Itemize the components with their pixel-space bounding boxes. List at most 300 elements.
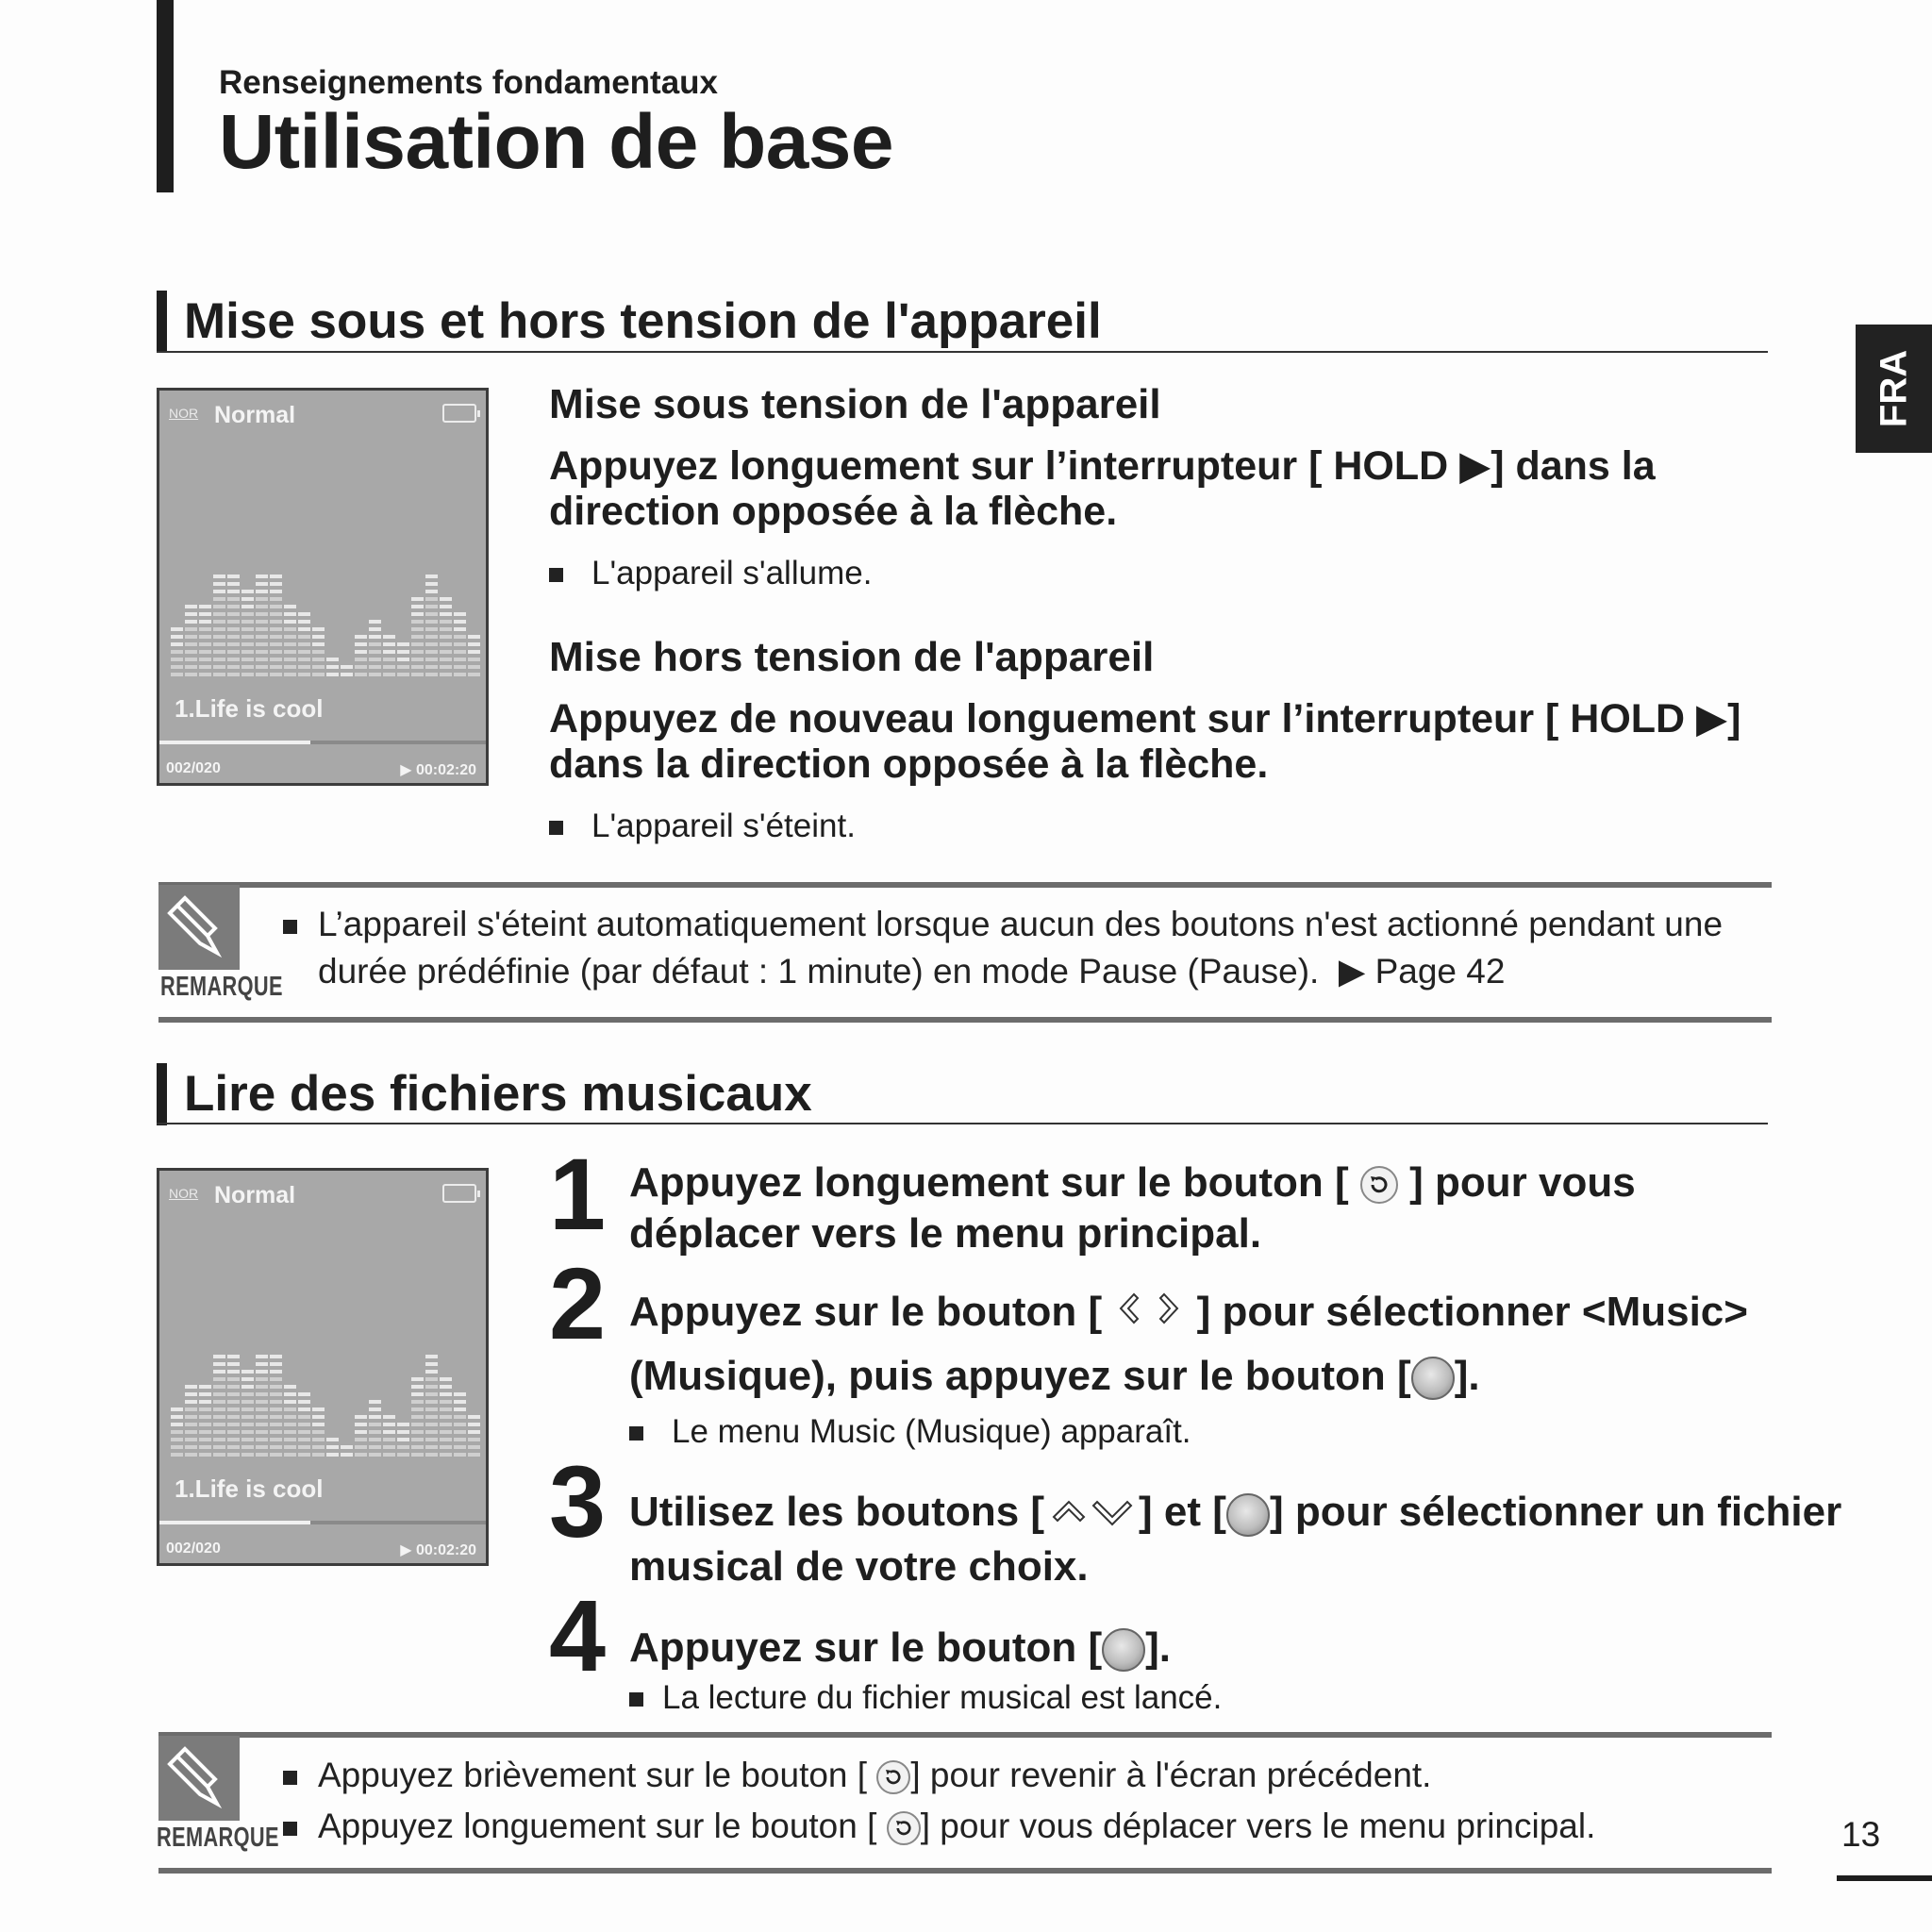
- equalizer-segment: [454, 612, 466, 616]
- pencil-note-icon: [158, 1736, 240, 1821]
- equalizer-segment: [468, 642, 480, 646]
- equalizer-segment: [227, 1445, 240, 1449]
- equalizer-segment: [440, 612, 452, 616]
- equalizer-segment: [298, 673, 310, 676]
- equalizer-segment: [383, 1453, 395, 1457]
- equalizer-segment: [171, 1415, 183, 1419]
- equalizer-segment: [425, 1355, 438, 1358]
- equalizer-segment: [199, 1423, 211, 1426]
- equalizer-segment: [454, 1445, 466, 1449]
- equalizer-segment: [397, 1423, 409, 1426]
- equalizer-segment: [341, 1453, 353, 1457]
- equalizer-segment: [227, 612, 240, 616]
- equalizer-segment: [425, 1438, 438, 1441]
- equalizer-segment: [213, 658, 225, 661]
- equalizer-segment: [256, 1445, 268, 1449]
- equalizer-segment: [242, 1400, 254, 1404]
- ok-button-icon: [1226, 1493, 1270, 1537]
- equalizer-segment: [270, 1445, 282, 1449]
- equalizer-segment: [242, 665, 254, 669]
- step-number: 3: [549, 1444, 607, 1558]
- equalizer-segment: [213, 605, 225, 608]
- equalizer-segment: [185, 620, 197, 624]
- equalizer-segment: [440, 1400, 452, 1404]
- equalizer-segment: [468, 1445, 480, 1449]
- step-2-line-2: (Musique), puis appuyez sur le bouton [ ].: [629, 1353, 1480, 1399]
- equalizer-segment: [425, 612, 438, 616]
- step-number: 2: [549, 1246, 607, 1360]
- equalizer-segment: [411, 612, 424, 616]
- equalizer-segment: [355, 1445, 367, 1449]
- equalizer-segment: [256, 658, 268, 661]
- pencil-note-icon: [158, 885, 240, 970]
- equalizer-segment: [298, 635, 310, 639]
- equalizer-segment: [298, 665, 310, 669]
- equalizer-segment: [284, 1423, 296, 1426]
- equalizer-segment: [242, 635, 254, 639]
- equalizer-segment: [369, 1445, 381, 1449]
- device-screen-image: [157, 1168, 489, 1566]
- equalizer-segment: [454, 1423, 466, 1426]
- equalizer-segment: [468, 1415, 480, 1419]
- equalizer-segment: [213, 597, 225, 601]
- bullet-icon: [629, 1692, 643, 1707]
- equalizer-segment: [440, 1430, 452, 1434]
- equalizer-segment: [185, 635, 197, 639]
- step-2-result: Le menu Music (Musique) apparaît.: [629, 1413, 1191, 1451]
- equalizer-segment: [213, 1385, 225, 1389]
- equalizer-segment: [256, 1438, 268, 1441]
- equalizer-segment: [284, 1415, 296, 1419]
- equalizer-segment: [213, 1377, 225, 1381]
- equalizer-segment: [284, 1453, 296, 1457]
- equalizer-segment: [185, 1423, 197, 1426]
- equalizer-segment: [326, 673, 339, 676]
- language-tab: [1856, 325, 1932, 453]
- equalizer-segment: [312, 642, 325, 646]
- equalizer-segment: [270, 1430, 282, 1434]
- section-divider: [157, 351, 1768, 353]
- mode-label: Normal: [214, 402, 296, 428]
- equalizer-segment: [468, 650, 480, 654]
- equalizer-segment: [298, 627, 310, 631]
- equalizer-segment: [440, 1377, 452, 1381]
- equalizer-segment: [256, 1407, 268, 1411]
- equalizer-segment: [425, 665, 438, 669]
- equalizer-segment: [355, 1453, 367, 1457]
- note-text-line-1: Appuyez brièvement sur le bouton [ ] pour revenir à l'écran précédent.: [283, 1752, 1431, 1799]
- step-3-line-2: musical de votre choix.: [629, 1543, 1089, 1590]
- equalizer-segment: [199, 1445, 211, 1449]
- equalizer-segment: [185, 1438, 197, 1441]
- equalizer-segment: [411, 1407, 424, 1411]
- equalizer-segment: [369, 1400, 381, 1404]
- page-number: 13: [1841, 1815, 1881, 1854]
- equalizer-segment: [227, 590, 240, 593]
- step-3-line-1: Utilisez les boutons [ ] et [ ] pour sélectionner un fichier: [629, 1487, 1841, 1542]
- equalizer-segment: [425, 1377, 438, 1381]
- equalizer-segment: [256, 1415, 268, 1419]
- left-right-button-icon: [1113, 1287, 1185, 1342]
- equalizer-segment: [355, 1415, 367, 1419]
- equalizer-segment: [199, 673, 211, 676]
- equalizer-segment: [383, 642, 395, 646]
- equalizer-segment: [242, 1415, 254, 1419]
- note-bottom-rule: [158, 1868, 1772, 1874]
- equalizer-segment: [326, 665, 339, 669]
- equalizer-segment: [213, 1430, 225, 1434]
- equalizer-segment: [355, 650, 367, 654]
- bullet-icon: [283, 1771, 297, 1785]
- equalizer-segment: [397, 1445, 409, 1449]
- equalizer-segment: [312, 1423, 325, 1426]
- equalizer-segment: [411, 1377, 424, 1381]
- bullet-icon: [283, 1822, 297, 1836]
- equalizer-segment: [227, 1362, 240, 1366]
- equalizer-graphic: [171, 1260, 482, 1468]
- equalizer-segment: [270, 605, 282, 608]
- equalizer-segment: [256, 1355, 268, 1358]
- equalizer-segment: [298, 620, 310, 624]
- device-screen-image: [157, 388, 489, 786]
- equalizer-segment: [411, 650, 424, 654]
- equalizer-segment: [284, 1438, 296, 1441]
- power-on-title: Mise sous tension de l'appareil: [549, 381, 1161, 427]
- equalizer-segment: [383, 1423, 395, 1426]
- equalizer-segment: [171, 1445, 183, 1449]
- equalizer-segment: [270, 612, 282, 616]
- equalizer-segment: [270, 575, 282, 578]
- equalizer-segment: [270, 658, 282, 661]
- equalizer-segment: [199, 1392, 211, 1396]
- equalizer-segment: [440, 1392, 452, 1396]
- equalizer-segment: [242, 620, 254, 624]
- equalizer-segment: [454, 642, 466, 646]
- equalizer-segment: [326, 1445, 339, 1449]
- equalizer-segment: [284, 1445, 296, 1449]
- equalizer-segment: [454, 1438, 466, 1441]
- equalizer-segment: [369, 620, 381, 624]
- equalizer-segment: [227, 1377, 240, 1381]
- equalizer-segment: [227, 1423, 240, 1426]
- equalizer-segment: [199, 1407, 211, 1411]
- equalizer-segment: [213, 1453, 225, 1457]
- note-text-line-1: L’appareil s'éteint automatiquement lorsque aucun des boutons n'est actionné pendant une: [283, 901, 1723, 948]
- equalizer-segment: [411, 605, 424, 608]
- equalizer-segment: [242, 1392, 254, 1396]
- equalizer-segment: [256, 1400, 268, 1404]
- equalizer-segment: [256, 1370, 268, 1374]
- equalizer-segment: [171, 642, 183, 646]
- equalizer-segment: [425, 1362, 438, 1366]
- equalizer-segment: [383, 665, 395, 669]
- equalizer-graphic: [171, 480, 482, 688]
- track-count: 002/020: [166, 1541, 221, 1557]
- equalizer-segment: [355, 673, 367, 676]
- equalizer-segment: [298, 1430, 310, 1434]
- equalizer-segment: [256, 1430, 268, 1434]
- note-label: REMARQUE: [160, 972, 283, 1002]
- equalizer-segment: [284, 673, 296, 676]
- step-4-line-1: Appuyez sur le bouton [ ].: [629, 1624, 1171, 1671]
- equalizer-segment: [440, 1423, 452, 1426]
- equalizer-segment: [298, 1415, 310, 1419]
- equalizer-segment: [227, 650, 240, 654]
- equalizer-segment: [270, 627, 282, 631]
- equalizer-segment: [397, 1438, 409, 1441]
- equalizer-segment: [227, 635, 240, 639]
- equalizer-segment: [440, 627, 452, 631]
- equalizer-segment: [227, 1355, 240, 1358]
- equalizer-segment: [213, 1392, 225, 1396]
- equalizer-segment: [355, 635, 367, 639]
- section-marker: [157, 1063, 167, 1125]
- equalizer-segment: [256, 1392, 268, 1396]
- equalizer-segment: [312, 650, 325, 654]
- equalizer-segment: [227, 605, 240, 608]
- equalizer-segment: [454, 658, 466, 661]
- equalizer-segment: [242, 658, 254, 661]
- progress-fill: [159, 741, 310, 744]
- equalizer-segment: [298, 1407, 310, 1411]
- power-off-instruction-2: dans la direction opposée à la flèche.: [549, 741, 1269, 787]
- equalizer-segment: [425, 650, 438, 654]
- equalizer-segment: [242, 597, 254, 601]
- equalizer-segment: [284, 642, 296, 646]
- equalizer-segment: [425, 597, 438, 601]
- equalizer-segment: [213, 673, 225, 676]
- equalizer-segment: [411, 658, 424, 661]
- equalizer-segment: [242, 627, 254, 631]
- equalizer-segment: [411, 1415, 424, 1419]
- equalizer-segment: [312, 665, 325, 669]
- equalizer-segment: [256, 612, 268, 616]
- equalizer-segment: [227, 575, 240, 578]
- equalizer-segment: [256, 1453, 268, 1457]
- equalizer-segment: [213, 1355, 225, 1358]
- equalizer-segment: [312, 673, 325, 676]
- equalizer-segment: [270, 1400, 282, 1404]
- equalizer-segment: [440, 1453, 452, 1457]
- header-subtitle: Renseignements fondamentaux: [219, 64, 718, 101]
- equalizer-segment: [298, 642, 310, 646]
- equalizer-segment: [171, 1438, 183, 1441]
- equalizer-segment: [213, 590, 225, 593]
- equalizer-segment: [440, 673, 452, 676]
- header-accent-bar: [157, 0, 174, 192]
- equalizer-segment: [454, 650, 466, 654]
- equalizer-segment: [425, 1430, 438, 1434]
- equalizer-segment: [227, 665, 240, 669]
- equalizer-segment: [397, 658, 409, 661]
- equalizer-segment: [242, 1430, 254, 1434]
- equalizer-segment: [284, 1400, 296, 1404]
- equalizer-segment: [284, 635, 296, 639]
- equalizer-segment: [270, 673, 282, 676]
- back-button-icon: [1360, 1166, 1398, 1204]
- equalizer-segment: [199, 1400, 211, 1404]
- equalizer-segment: [242, 1377, 254, 1381]
- equalizer-segment: [397, 642, 409, 646]
- equalizer-segment: [312, 658, 325, 661]
- equalizer-segment: [454, 1430, 466, 1434]
- equalizer-segment: [185, 612, 197, 616]
- equalizer-segment: [383, 1438, 395, 1441]
- equalizer-segment: [411, 635, 424, 639]
- equalizer-segment: [171, 627, 183, 631]
- equalizer-segment: [369, 642, 381, 646]
- equalizer-segment: [213, 1423, 225, 1426]
- equalizer-segment: [270, 1377, 282, 1381]
- equalizer-segment: [425, 1400, 438, 1404]
- equalizer-segment: [199, 658, 211, 661]
- equalizer-segment: [411, 620, 424, 624]
- play-time: ▶ 00:02:20: [400, 762, 476, 778]
- equalizer-segment: [440, 665, 452, 669]
- equalizer-segment: [256, 597, 268, 601]
- equalizer-segment: [369, 658, 381, 661]
- equalizer-segment: [171, 665, 183, 669]
- equalizer-segment: [397, 650, 409, 654]
- equalizer-segment: [411, 1385, 424, 1389]
- equalizer-segment: [454, 620, 466, 624]
- equalizer-segment: [425, 1370, 438, 1374]
- equalizer-segment: [256, 620, 268, 624]
- equalizer-segment: [383, 673, 395, 676]
- equalizer-segment: [355, 665, 367, 669]
- equalizer-segment: [256, 575, 268, 578]
- equalizer-segment: [425, 1453, 438, 1457]
- equalizer-segment: [411, 673, 424, 676]
- equalizer-segment: [468, 665, 480, 669]
- note-text-line-2: durée prédéfinie (par défaut : 1 minute) en mode Pause (Pause). ▶ Page 42: [318, 952, 1506, 991]
- equalizer-segment: [284, 605, 296, 608]
- equalizer-segment: [199, 1415, 211, 1419]
- equalizer-segment: [185, 665, 197, 669]
- equalizer-segment: [227, 1370, 240, 1374]
- equalizer-segment: [213, 1362, 225, 1366]
- equalizer-segment: [227, 620, 240, 624]
- equalizer-segment: [185, 658, 197, 661]
- equalizer-segment: [242, 1453, 254, 1457]
- bullet-icon: [629, 1426, 643, 1441]
- up-down-button-icon: [1044, 1487, 1139, 1542]
- equalizer-segment: [341, 673, 353, 676]
- equalizer-segment: [369, 673, 381, 676]
- equalizer-segment: [213, 1407, 225, 1411]
- step-number: 4: [549, 1578, 607, 1692]
- equalizer-segment: [270, 1423, 282, 1426]
- bullet-icon: [549, 568, 563, 582]
- equalizer-segment: [326, 1438, 339, 1441]
- equalizer-segment: [312, 1430, 325, 1434]
- equalizer-segment: [440, 1407, 452, 1411]
- equalizer-segment: [213, 1415, 225, 1419]
- equalizer-segment: [270, 1407, 282, 1411]
- mode-icon: NOR: [169, 406, 199, 421]
- equalizer-segment: [440, 1445, 452, 1449]
- equalizer-segment: [256, 1423, 268, 1426]
- equalizer-segment: [369, 1453, 381, 1457]
- equalizer-segment: [227, 1392, 240, 1396]
- equalizer-segment: [425, 673, 438, 676]
- equalizer-segment: [242, 1385, 254, 1389]
- equalizer-segment: [397, 1453, 409, 1457]
- equalizer-segment: [425, 590, 438, 593]
- page-reference: ▶ Page 42: [1338, 952, 1506, 991]
- equalizer-segment: [355, 642, 367, 646]
- equalizer-segment: [454, 1453, 466, 1457]
- equalizer-segment: [199, 1453, 211, 1457]
- equalizer-segment: [355, 1438, 367, 1441]
- equalizer-segment: [312, 1445, 325, 1449]
- language-tab-label: FRA: [1873, 349, 1914, 428]
- equalizer-segment: [468, 1423, 480, 1426]
- equalizer-segment: [369, 1438, 381, 1441]
- equalizer-segment: [171, 1407, 183, 1411]
- equalizer-segment: [227, 582, 240, 586]
- equalizer-segment: [171, 658, 183, 661]
- equalizer-segment: [440, 635, 452, 639]
- equalizer-segment: [227, 642, 240, 646]
- equalizer-segment: [227, 673, 240, 676]
- equalizer-segment: [454, 1392, 466, 1396]
- equalizer-segment: [454, 665, 466, 669]
- equalizer-segment: [185, 627, 197, 631]
- page-number-rule: [1837, 1875, 1932, 1881]
- bullet-icon: [549, 821, 563, 835]
- equalizer-segment: [369, 627, 381, 631]
- equalizer-segment: [341, 1445, 353, 1449]
- mode-label: Normal: [214, 1182, 296, 1208]
- equalizer-segment: [312, 627, 325, 631]
- equalizer-segment: [270, 1370, 282, 1374]
- equalizer-segment: [199, 605, 211, 608]
- section-title-power: Mise sous et hors tension de l'appareil: [184, 293, 1102, 349]
- equalizer-segment: [411, 665, 424, 669]
- equalizer-segment: [425, 1392, 438, 1396]
- equalizer-segment: [256, 650, 268, 654]
- equalizer-segment: [383, 635, 395, 639]
- equalizer-segment: [298, 1445, 310, 1449]
- equalizer-segment: [440, 597, 452, 601]
- equalizer-segment: [397, 665, 409, 669]
- equalizer-segment: [425, 1385, 438, 1389]
- equalizer-segment: [256, 665, 268, 669]
- equalizer-segment: [213, 635, 225, 639]
- equalizer-segment: [468, 1430, 480, 1434]
- equalizer-segment: [270, 1438, 282, 1441]
- equalizer-segment: [284, 612, 296, 616]
- equalizer-segment: [454, 673, 466, 676]
- equalizer-segment: [312, 1407, 325, 1411]
- equalizer-segment: [171, 673, 183, 676]
- equalizer-segment: [270, 1392, 282, 1396]
- equalizer-segment: [185, 1385, 197, 1389]
- equalizer-segment: [270, 1415, 282, 1419]
- equalizer-segment: [383, 1445, 395, 1449]
- equalizer-segment: [284, 627, 296, 631]
- equalizer-segment: [256, 642, 268, 646]
- note-text-line-2: Appuyez longuement sur le bouton [ ] pour vous déplacer vers le menu principal.: [283, 1803, 1595, 1850]
- equalizer-segment: [284, 1385, 296, 1389]
- equalizer-segment: [227, 597, 240, 601]
- battery-icon: [442, 404, 476, 423]
- equalizer-segment: [425, 620, 438, 624]
- equalizer-segment: [411, 1453, 424, 1457]
- equalizer-segment: [242, 1423, 254, 1426]
- equalizer-segment: [270, 635, 282, 639]
